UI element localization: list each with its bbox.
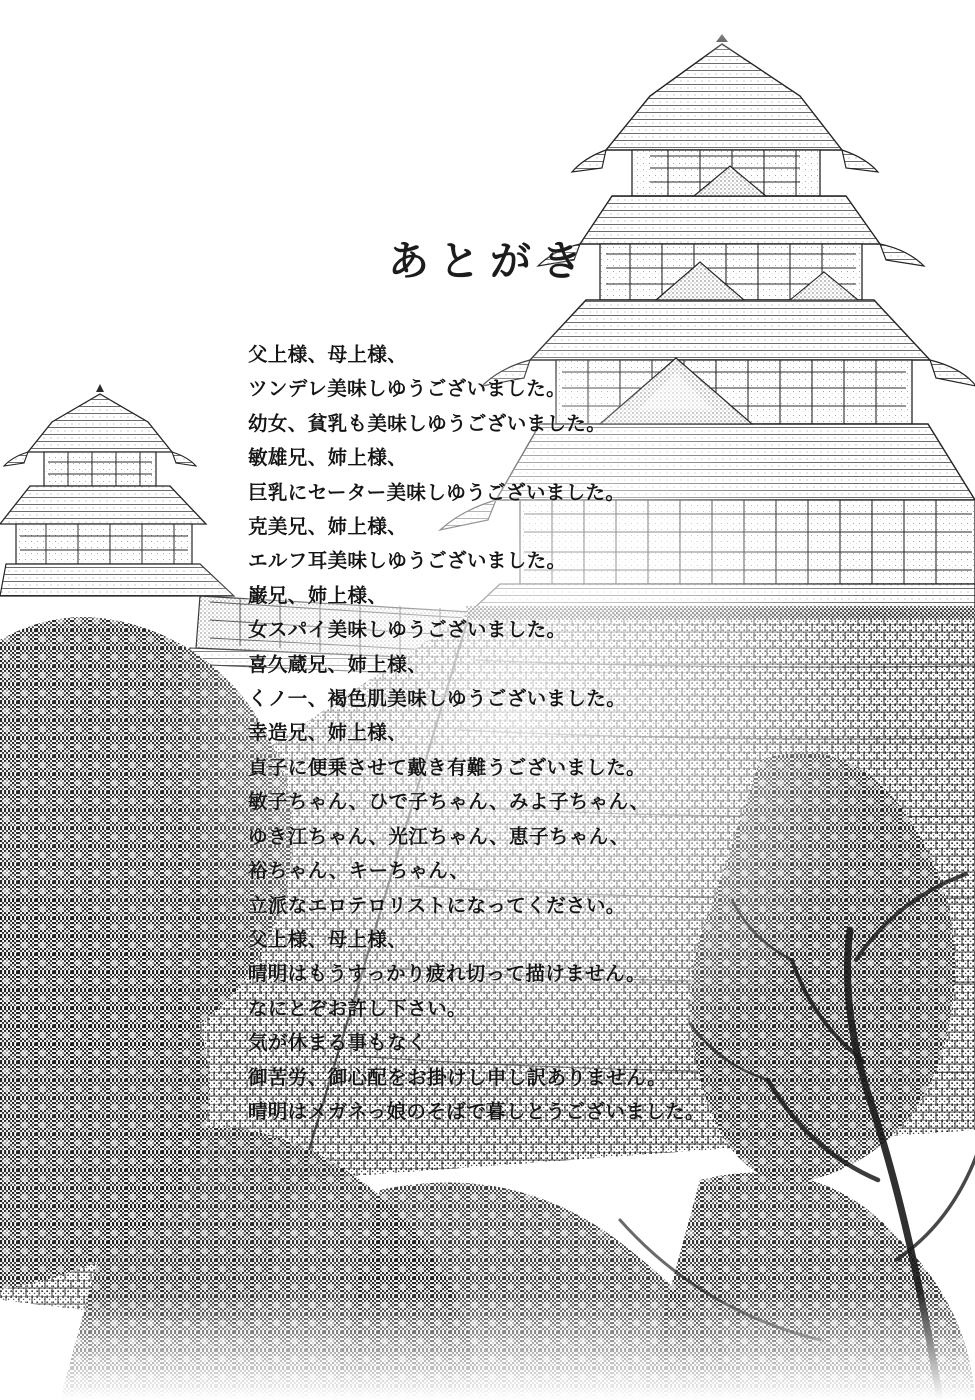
page-title: あとがき xyxy=(388,237,592,285)
afterword-line: 克美兄、姉上様、 xyxy=(248,515,408,539)
afterword-line: くノ一、褐色肌美味しゆうございました。 xyxy=(248,687,627,711)
afterword-line: 巨乳にセーター美味しゆうございました。 xyxy=(248,480,626,504)
afterword-line: 父上様、母上様、 xyxy=(248,343,408,366)
afterword-line: 貞子に便乗させて戴き有難うございました。 xyxy=(248,755,647,779)
afterword-line: 喜久蔵兄、姉上様、 xyxy=(248,652,428,676)
afterword-line: 父上様、母上様、 xyxy=(248,927,408,951)
afterword-line: 御苦労、御心配をお掛けし申し訳ありません。 xyxy=(248,1065,668,1089)
afterword-line: 巌兄、姉上様、 xyxy=(248,583,388,607)
afterword-line: 気が休まる事もなく xyxy=(248,1031,428,1055)
afterword-line: ゆき江ちゃん、光江ちゃん、恵子ちゃん、 xyxy=(248,824,630,848)
afterword-line: ツンデレ美味しゆうございました。 xyxy=(248,377,567,401)
afterword-line: 幼女、貧乳も美味しゆうございました。 xyxy=(248,411,607,435)
afterword-text-block xyxy=(248,338,808,1129)
afterword-line: 晴明はもうすっかり疲れ切って描けません。 xyxy=(248,962,647,986)
afterword-line: 裕ちゃん、キーちゃん、 xyxy=(248,859,470,883)
afterword-line: 晴明はメガネっ娘のそばで暮しとうございました。 xyxy=(248,1099,705,1123)
afterword-line: エルフ耳美味しゆうございました。 xyxy=(248,549,567,573)
afterword-line: 敏子ちゃん、ひで子ちゃん、みよ子ちゃん、 xyxy=(248,790,650,814)
afterword-line: 幸造兄、姉上様、 xyxy=(248,721,408,745)
afterword-line: 敏雄兄、姉上様、 xyxy=(248,446,408,470)
afterword-line: なにとぞお許し下さい。 xyxy=(248,996,467,1020)
afterword-line: 立派なエロテロリストになってください。 xyxy=(248,893,626,917)
afterword-line: 女スパイ美味しゆうございました。 xyxy=(248,618,567,642)
